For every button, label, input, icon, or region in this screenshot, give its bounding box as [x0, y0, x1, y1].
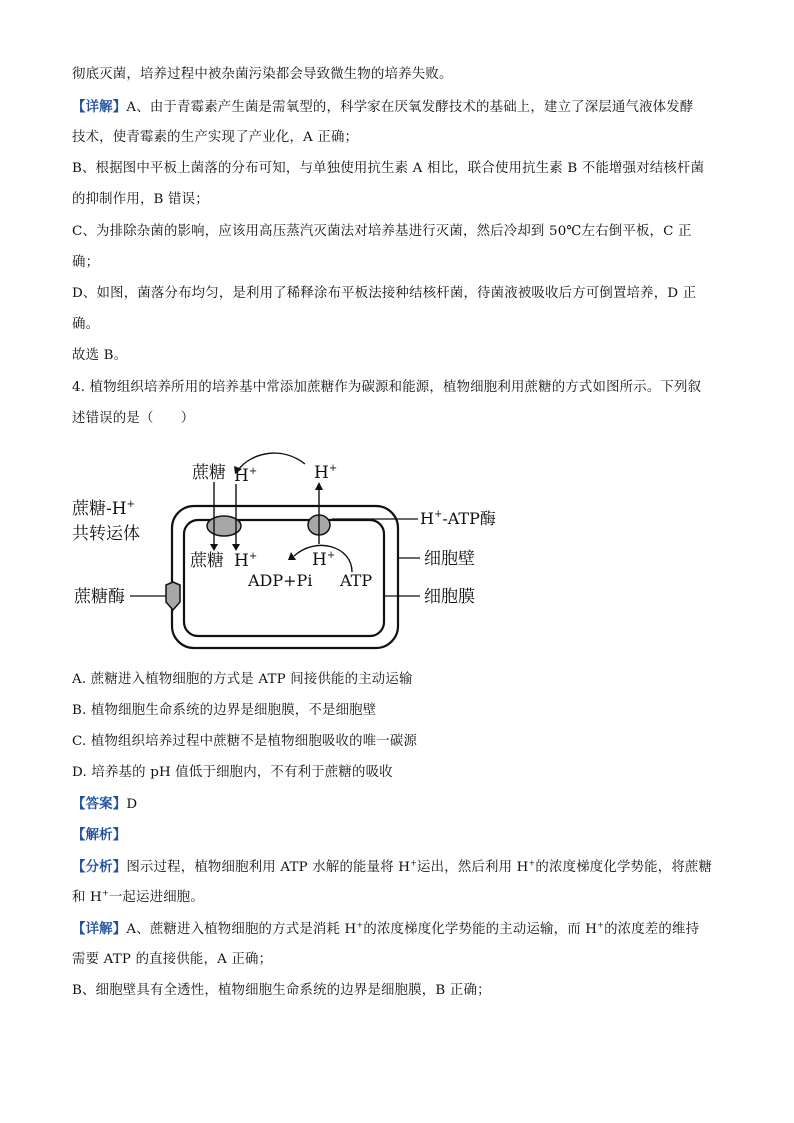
xiangjie-line-3: B、细胞壁具有全透性，植物细胞生命系统的边界是细胞膜，B 正确； [72, 983, 491, 998]
option-b: B. 植物细胞生命系统的边界是细胞膜，不是细胞壁 [72, 703, 377, 718]
label-sucrase: 蔗糖酶 [74, 587, 125, 607]
line-text: A、由于青霉素产生菌是需氧型的，科学家在厌氧发酵技术的基础上，建立了深层通气液体发酵 [126, 100, 694, 115]
option-d: D. 培养基的 pH 值低于细胞内，不有利于蔗糖的吸收 [72, 765, 393, 780]
label-sucrose-outside: 蔗糖 [192, 463, 226, 483]
analysis-heading [72, 826, 126, 845]
text-line: C、为排除杂菌的影响，应该用高压蒸汽灭菌法对培养基进行灭菌，然后冷却到 50℃左右倒平板，C 正 [72, 224, 692, 239]
text-line: 彻底灭菌，培养过程中被杂菌污染都会导致微生物的培养失败。 [72, 67, 453, 82]
question-stem: 述错误的是（ ） [72, 411, 195, 426]
label-h-inside-left: H+ [234, 551, 258, 571]
text-line: B、根据图中平板上菌落的分布可知，与单独使用抗生素 A 相比，联合使用抗生素 B 不能增强对结核杆菌 [72, 161, 705, 176]
section-tag: 【详解】 [72, 99, 127, 115]
text-line: 技术，使青霉素的生产实现了产业化，A 正确； [72, 130, 359, 145]
answer-line [72, 795, 137, 814]
answer-tag: 【答案】 [72, 796, 127, 812]
fenxi-line: 【分析】图示过程，植物细胞利用 ATP 水解的能量将 H+运出，然后利用 H+的浓度梯度化学势能，将蔗糖 [72, 858, 713, 875]
text-line: D、如图，菌落分布均匀，是利用了稀释涂布平板法接种结核杆菌，待菌液被吸收后方可倒置培养，D 正 [72, 286, 697, 301]
label-atp: ATP [340, 571, 373, 590]
label-cell-wall: 细胞壁 [424, 549, 475, 569]
option-a: A. 蔗糖进入植物细胞的方式是 ATP 间接供能的主动运输 [72, 672, 413, 687]
label-h-inside-right: H+ [312, 550, 336, 570]
analysis-tag: 【解析】 [72, 827, 127, 843]
label-adp-pi: ADP+Pi [248, 571, 313, 590]
text-line: 确。 [72, 317, 100, 332]
answer-value: D [126, 797, 138, 812]
fenxi-line-2: 和 H+一起运进细胞。 [72, 888, 204, 905]
xiangjie-tag: 【详解】 [72, 921, 127, 937]
text-line: 的抑制作用，B 错误； [72, 192, 209, 207]
text-line: 故选 B。 [72, 348, 128, 363]
label-cell-membrane: 细胞膜 [424, 587, 475, 607]
label-symporter: 蔗糖-H+ [72, 499, 135, 519]
text-line: 确； [72, 255, 100, 270]
xiangjie-line: 【详解】A、蔗糖进入植物细胞的方式是消耗 H+的浓度梯度化学势能的主动运输，而 H+的浓度差的维持 [72, 920, 700, 937]
label-h-outside-left: H+ [234, 466, 258, 486]
sucrase-enzyme [166, 582, 180, 610]
sucrose-transport-diagram [70, 448, 520, 658]
question-stem: 4. 植物组织培养所用的培养基中常添加蔗糖作为碳源和能源，植物细胞利用蔗糖的方式如图所示。下列叙 [72, 380, 702, 395]
option-c: C. 植物组织培养过程中蔗糖不是植物细胞吸收的唯一碳源 [72, 734, 418, 749]
fenxi-tag: 【分析】 [72, 859, 127, 875]
label-h-atpase: H+-ATP酶 [420, 509, 496, 528]
label-symporter-l2: 共转运体 [72, 524, 140, 544]
label-h-outside-right: H+ [314, 463, 338, 483]
xiangjie-line-2: 需要 ATP 的直接供能，A 正确； [72, 952, 273, 967]
label-sucrose-inside: 蔗糖 [190, 551, 224, 571]
text-line [72, 98, 693, 117]
